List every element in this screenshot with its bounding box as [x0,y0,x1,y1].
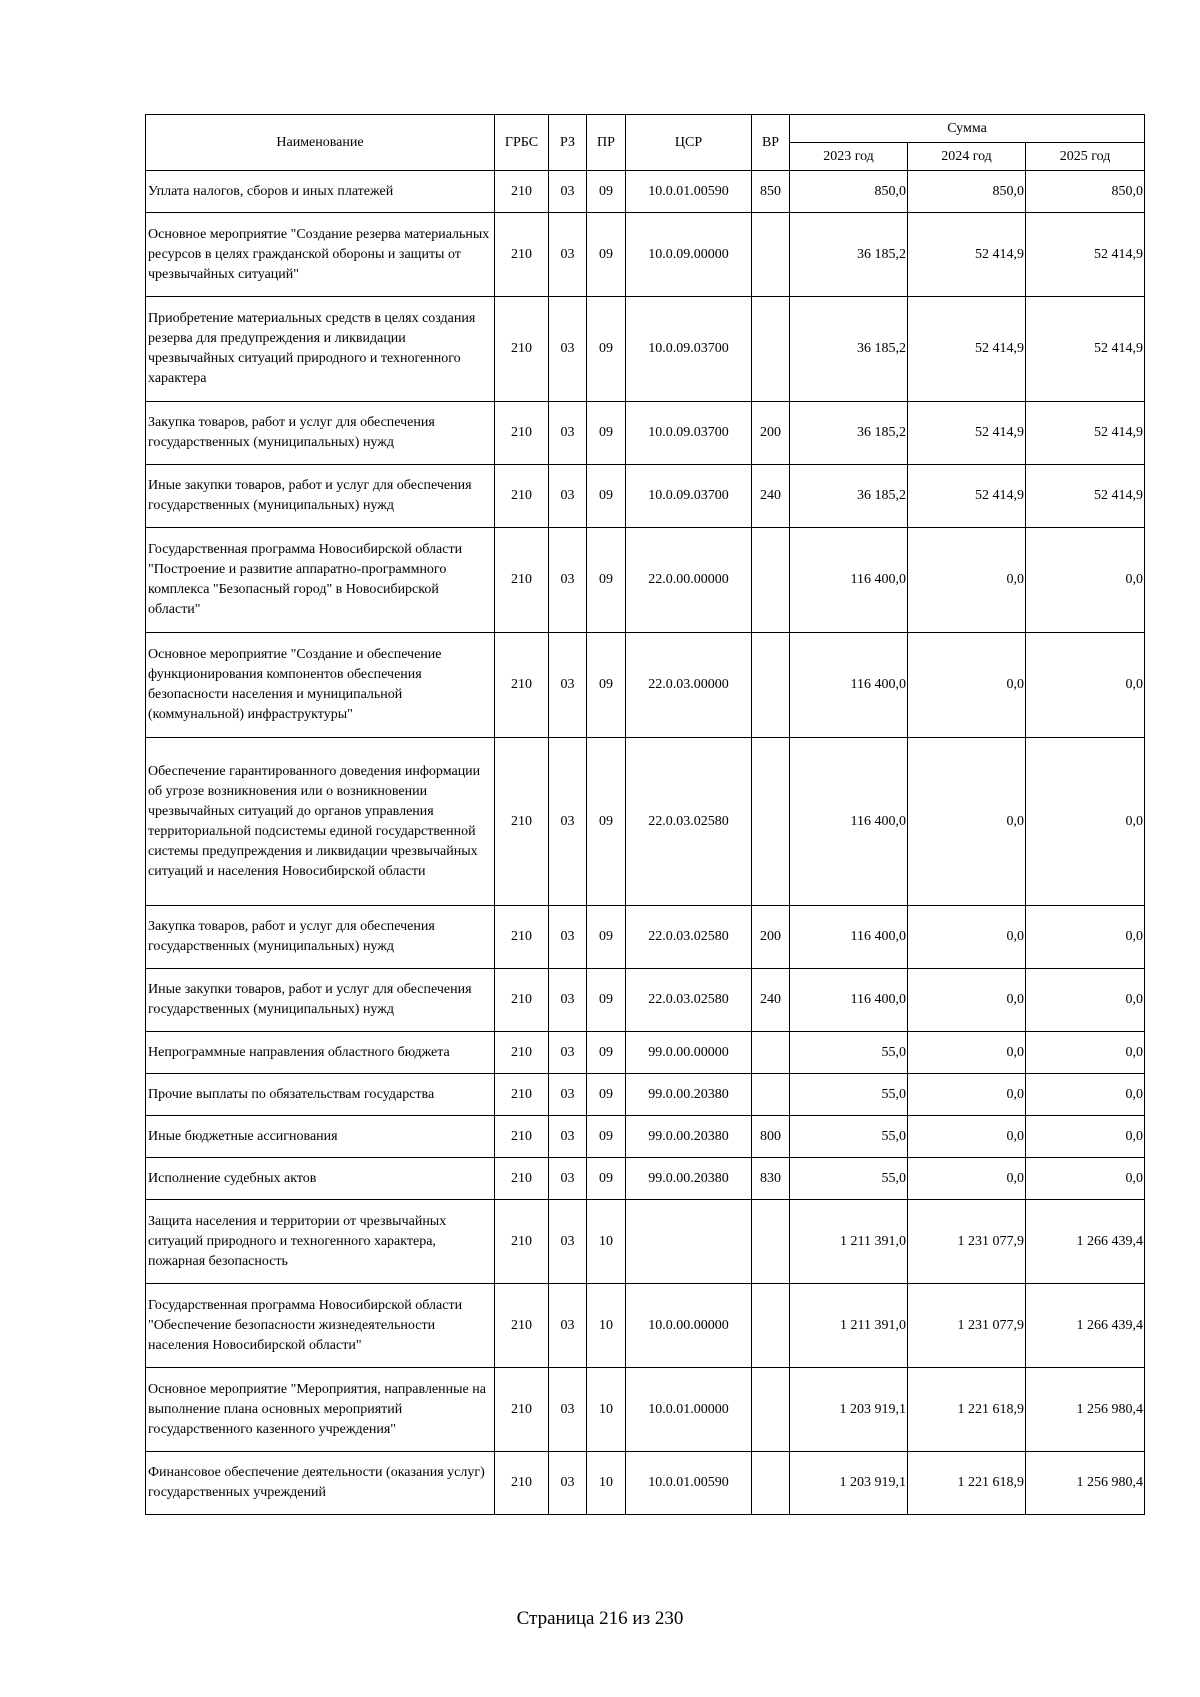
row-csr: 99.0.00.20380 [626,1116,752,1158]
row-sum-2025: 0,0 [1026,1074,1145,1116]
row-name: Основное мероприятие "Создание и обеспечение функционирования компонентов обеспечения безопасности населения и муниципальной (коммунальной) инфраструктуры" [146,633,495,738]
row-grbs: 210 [495,297,549,402]
row-pr: 09 [587,402,626,465]
row-sum-2023: 55,0 [790,1074,908,1116]
row-sum-2023: 1 211 391,0 [790,1284,908,1368]
row-csr: 22.0.03.02580 [626,906,752,969]
row-sum-2025: 0,0 [1026,1116,1145,1158]
row-sum-2024: 1 221 618,9 [908,1368,1026,1452]
row-rz: 03 [549,1368,587,1452]
header-year-2023: 2023 год [790,143,908,171]
row-grbs: 210 [495,1368,549,1452]
table-row [146,1116,1145,1158]
row-rz: 03 [549,906,587,969]
row-name: Закупка товаров, работ и услуг для обеспечения государственных (муниципальных) нужд [146,906,495,969]
row-csr: 10.0.01.00590 [626,1452,752,1515]
row-grbs: 210 [495,969,549,1032]
row-csr: 10.0.09.00000 [626,213,752,297]
row-sum-2024: 52 414,9 [908,297,1026,402]
row-rz: 03 [549,633,587,738]
row-pr: 09 [587,1116,626,1158]
row-sum-2024: 52 414,9 [908,402,1026,465]
row-csr [626,1200,752,1284]
row-name: Обеспечение гарантированного доведения информации об угрозе возникновения или о возникновении чрезвычайных ситуаций до органов управления территориальной подсистемы единой государственной системы предупреждения и ликвидации чрезвычайных ситуаций и населения Новосибирской области [146,738,495,906]
row-rz: 03 [549,213,587,297]
row-sum-2024: 0,0 [908,1158,1026,1200]
row-pr: 09 [587,465,626,528]
row-csr: 99.0.00.20380 [626,1074,752,1116]
row-sum-2023: 116 400,0 [790,738,908,906]
row-sum-2023: 55,0 [790,1158,908,1200]
row-grbs: 210 [495,528,549,633]
row-pr: 10 [587,1452,626,1515]
row-grbs: 210 [495,633,549,738]
row-sum-2025: 1 256 980,4 [1026,1452,1145,1515]
row-sum-2025: 52 414,9 [1026,213,1145,297]
row-sum-2025: 52 414,9 [1026,297,1145,402]
row-sum-2025: 1 266 439,4 [1026,1284,1145,1368]
row-sum-2023: 116 400,0 [790,528,908,633]
page-number: Страница 216 из 230 [516,1608,684,1629]
header-sum: Сумма [790,115,1145,143]
row-grbs: 210 [495,1284,549,1368]
row-sum-2025: 0,0 [1026,1032,1145,1074]
row-pr: 09 [587,528,626,633]
row-csr: 10.0.09.03700 [626,297,752,402]
row-csr: 10.0.01.00590 [626,171,752,213]
row-name: Иные закупки товаров, работ и услуг для обеспечения государственных (муниципальных) нужд [146,969,495,1032]
row-grbs: 210 [495,465,549,528]
row-vr [752,633,790,738]
row-sum-2024: 1 221 618,9 [908,1452,1026,1515]
row-grbs: 210 [495,1032,549,1074]
row-grbs: 210 [495,1116,549,1158]
row-name: Закупка товаров, работ и услуг для обеспечения государственных (муниципальных) нужд [146,402,495,465]
row-vr [752,1032,790,1074]
row-rz: 03 [549,465,587,528]
header-name: Наименование [146,115,495,171]
row-sum-2025: 0,0 [1026,969,1145,1032]
row-pr: 09 [587,171,626,213]
table-row [146,738,1145,906]
row-sum-2024: 0,0 [908,738,1026,906]
row-sum-2024: 1 231 077,9 [908,1200,1026,1284]
row-sum-2024: 0,0 [908,1032,1026,1074]
row-sum-2024: 0,0 [908,633,1026,738]
row-sum-2025: 1 256 980,4 [1026,1368,1145,1452]
row-vr [752,213,790,297]
table-row [146,402,1145,465]
row-csr: 22.0.00.00000 [626,528,752,633]
row-sum-2023: 55,0 [790,1032,908,1074]
row-pr: 09 [587,1032,626,1074]
row-sum-2023: 36 185,2 [790,297,908,402]
row-pr: 09 [587,906,626,969]
table-row [146,1284,1145,1368]
table-row [146,1158,1145,1200]
row-pr: 09 [587,738,626,906]
header-csr: ЦСР [626,115,752,171]
table-row [146,1074,1145,1116]
row-vr [752,1200,790,1284]
row-csr: 22.0.03.02580 [626,738,752,906]
row-name: Государственная программа Новосибирской области "Обеспечение безопасности жизнедеятельности населения Новосибирской области" [146,1284,495,1368]
row-sum-2023: 36 185,2 [790,213,908,297]
row-rz: 03 [549,297,587,402]
row-vr [752,738,790,906]
table-row [146,633,1145,738]
table-body [146,171,1145,1515]
row-grbs: 210 [495,1200,549,1284]
table-row [146,1368,1145,1452]
header-rz: РЗ [549,115,587,171]
row-sum-2023: 55,0 [790,1116,908,1158]
row-name: Основное мероприятие "Создание резерва материальных ресурсов в целях гражданской обороны и защиты от чрезвычайных ситуаций" [146,213,495,297]
row-rz: 03 [549,1158,587,1200]
row-sum-2023: 116 400,0 [790,906,908,969]
row-name: Защита населения и территории от чрезвычайных ситуаций природного и техногенного характера, пожарная безопасность [146,1200,495,1284]
row-rz: 03 [549,1074,587,1116]
row-rz: 03 [549,1032,587,1074]
row-csr: 10.0.09.03700 [626,465,752,528]
row-name: Исполнение судебных актов [146,1158,495,1200]
row-grbs: 210 [495,1158,549,1200]
row-sum-2024: 0,0 [908,528,1026,633]
row-name: Иные закупки товаров, работ и услуг для обеспечения государственных (муниципальных) нужд [146,465,495,528]
row-name: Непрограммные направления областного бюджета [146,1032,495,1074]
row-rz: 03 [549,1116,587,1158]
row-rz: 03 [549,528,587,633]
table-row [146,213,1145,297]
row-rz: 03 [549,1284,587,1368]
row-sum-2025: 850,0 [1026,171,1145,213]
row-name: Прочие выплаты по обязательствам государства [146,1074,495,1116]
row-grbs: 210 [495,1074,549,1116]
row-name: Иные бюджетные ассигнования [146,1116,495,1158]
row-vr [752,528,790,633]
row-pr: 09 [587,1158,626,1200]
row-vr: 850 [752,171,790,213]
row-csr: 99.0.00.20380 [626,1158,752,1200]
header-year-2024: 2024 год [908,143,1026,171]
row-sum-2025: 52 414,9 [1026,402,1145,465]
table-row [146,1200,1145,1284]
row-pr: 10 [587,1368,626,1452]
row-sum-2023: 116 400,0 [790,633,908,738]
row-sum-2024: 850,0 [908,171,1026,213]
row-sum-2023: 1 203 919,1 [790,1452,908,1515]
header-vr: ВР [752,115,790,171]
row-pr: 10 [587,1200,626,1284]
row-vr: 240 [752,969,790,1032]
row-rz: 03 [549,1200,587,1284]
row-rz: 03 [549,1452,587,1515]
table-row [146,906,1145,969]
row-vr: 200 [752,402,790,465]
header-year-2025: 2025 год [1026,143,1145,171]
table-row [146,1032,1145,1074]
row-vr: 800 [752,1116,790,1158]
row-pr: 09 [587,1074,626,1116]
row-sum-2024: 52 414,9 [908,465,1026,528]
row-sum-2023: 850,0 [790,171,908,213]
row-grbs: 210 [495,906,549,969]
header-pr: ПР [587,115,626,171]
row-grbs: 210 [495,213,549,297]
row-vr [752,1452,790,1515]
row-sum-2025: 0,0 [1026,528,1145,633]
row-vr [752,1368,790,1452]
table-row [146,969,1145,1032]
row-name: Уплата налогов, сборов и иных платежей [146,171,495,213]
row-pr: 09 [587,213,626,297]
row-sum-2023: 1 211 391,0 [790,1200,908,1284]
table-row [146,297,1145,402]
row-name: Основное мероприятие "Мероприятия, направленные на выполнение плана основных мероприятий государственного казенного учреждения" [146,1368,495,1452]
row-sum-2023: 36 185,2 [790,402,908,465]
row-sum-2025: 0,0 [1026,633,1145,738]
row-grbs: 210 [495,402,549,465]
row-csr: 22.0.03.00000 [626,633,752,738]
row-sum-2024: 1 231 077,9 [908,1284,1026,1368]
row-name: Финансовое обеспечение деятельности (оказания услуг) государственных учреждений [146,1452,495,1515]
row-sum-2025: 0,0 [1026,1158,1145,1200]
row-pr: 09 [587,969,626,1032]
row-sum-2023: 116 400,0 [790,969,908,1032]
row-rz: 03 [549,171,587,213]
row-sum-2024: 0,0 [908,1116,1026,1158]
row-sum-2025: 0,0 [1026,738,1145,906]
row-vr [752,1284,790,1368]
row-name: Приобретение материальных средств в целях создания резерва для предупреждения и ликвидации чрезвычайных ситуаций природного и техногенного характера [146,297,495,402]
row-sum-2024: 0,0 [908,906,1026,969]
row-sum-2024: 0,0 [908,969,1026,1032]
table-row [146,171,1145,213]
header-grbs: ГРБС [495,115,549,171]
row-grbs: 210 [495,171,549,213]
row-sum-2025: 1 266 439,4 [1026,1200,1145,1284]
row-sum-2023: 1 203 919,1 [790,1368,908,1452]
row-pr: 10 [587,1284,626,1368]
row-vr: 200 [752,906,790,969]
row-grbs: 210 [495,1452,549,1515]
row-vr: 830 [752,1158,790,1200]
row-name: Государственная программа Новосибирской области "Построение и развитие аппаратно-программного комплекса "Безопасный город" в Новосибирской области" [146,528,495,633]
row-csr: 10.0.09.03700 [626,402,752,465]
row-rz: 03 [549,969,587,1032]
row-csr: 10.0.00.00000 [626,1284,752,1368]
table-row [146,528,1145,633]
row-vr [752,1074,790,1116]
row-sum-2024: 52 414,9 [908,213,1026,297]
row-sum-2025: 0,0 [1026,906,1145,969]
row-csr: 22.0.03.02580 [626,969,752,1032]
table-row [146,1452,1145,1515]
table-row [146,465,1145,528]
row-sum-2025: 52 414,9 [1026,465,1145,528]
row-sum-2024: 0,0 [908,1074,1026,1116]
row-pr: 09 [587,633,626,738]
row-vr [752,297,790,402]
row-sum-2023: 36 185,2 [790,465,908,528]
budget-table [145,114,1145,1515]
row-pr: 09 [587,297,626,402]
row-vr: 240 [752,465,790,528]
row-csr: 99.0.00.00000 [626,1032,752,1074]
row-grbs: 210 [495,738,549,906]
row-rz: 03 [549,738,587,906]
row-rz: 03 [549,402,587,465]
row-csr: 10.0.01.00000 [626,1368,752,1452]
